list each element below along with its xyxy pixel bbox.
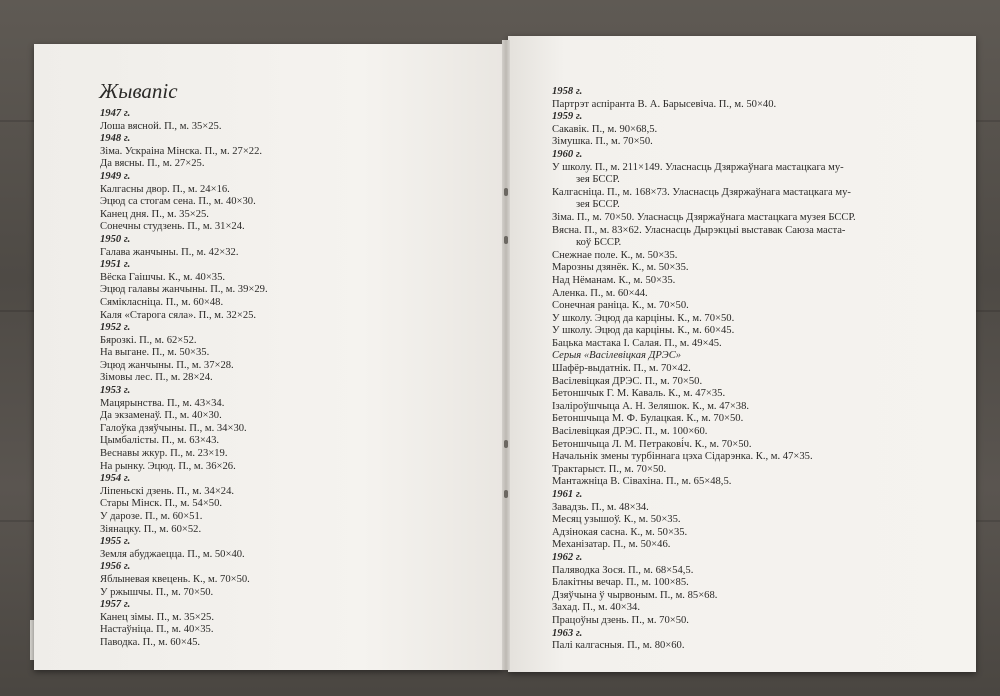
year-heading: 1949 г.: [100, 170, 131, 182]
catalog-entry: Канец зімы. П., м. 35×25.: [100, 611, 214, 623]
catalog-entry: Калгасніца. П., м. 168×73. Уласнасць Дзяржаўнага мастацкага му-: [552, 186, 851, 198]
year-heading: 1953 г.: [100, 385, 131, 397]
year-heading: 1959 г.: [552, 111, 583, 123]
catalog-entry: Трактарыст. П., м. 70×50.: [552, 463, 667, 475]
year-heading: 1952 г.: [100, 322, 131, 334]
catalog-entry: Палі калгасныя. П., м. 80×60.: [552, 640, 685, 652]
catalog-entry: Эцюд галавы жанчыны. П., м. 39×29.: [100, 284, 268, 296]
catalog-entry: Эцюд жанчыны. П., м. 37×28.: [100, 359, 234, 371]
left-page-text: [100, 108, 480, 650]
year-heading: 1963 г.: [552, 627, 583, 639]
catalog-entry: Мацярынства. П., м. 43×34.: [100, 397, 225, 409]
catalog-entry: Зіянацку. П., м. 60×52.: [100, 523, 202, 535]
series-heading: Серыя «Васілевіцкая ДРЭС»: [552, 350, 682, 362]
catalog-entry: На рынку. Эцюд. П., м. 36×26.: [100, 460, 236, 472]
catalog-entry: Сонечная раніца. К., м. 70×50.: [552, 300, 689, 312]
catalog-entry: Эцюд са стогам сена. П., м. 40×30.: [100, 196, 256, 208]
catalog-entry: У школу. Эцюд да карціны. К., м. 60×45.: [552, 325, 735, 337]
catalog-entry: Бетоншчыца М. Ф. Булацкая. К., м. 70×50.: [552, 413, 744, 425]
catalog-entry: Лоша вясной. П., м. 35×25.: [100, 120, 222, 132]
catalog-entry: Бетоншчык Г. М. Каваль. К., м. 47×35.: [552, 388, 726, 400]
year-heading: 1961 г.: [552, 489, 583, 500]
catalog-entry: Блакітны вечар. П., м. 100×85.: [552, 577, 689, 589]
catalog-entry: Да экзаменаў. П., м. 40×30.: [100, 410, 222, 422]
catalog-entry: Паляводка Зося. П., м. 68×54,5.: [552, 564, 694, 576]
catalog-entry: Сакавік. П., м. 90×68,5.: [552, 123, 658, 135]
year-heading: 1951 г.: [100, 259, 131, 271]
book-spine: [502, 40, 510, 670]
catalog-entry: Дзяўчына ў чырвоным. П., м. 85×68.: [552, 589, 718, 601]
catalog-entry: зея БССР.: [576, 199, 620, 211]
year-heading: 1954 г.: [100, 473, 131, 485]
binding-stitch: [504, 236, 508, 244]
catalog-entry: У дарозе. П., м. 60×51.: [100, 511, 203, 522]
year-heading: 1958 г.: [552, 86, 583, 97]
catalog-entry: коў БССР.: [576, 237, 622, 249]
catalog-entry: Васілевіцкая ДРЭС. П., м. 100×60.: [552, 426, 708, 438]
catalog-entry: Аленка. П., м. 60×44.: [552, 287, 648, 299]
catalog-entry: Механізатар. П., м. 50×46.: [552, 539, 671, 551]
catalog-entry: Адзінокая сасна. К., м. 50×35.: [552, 526, 688, 538]
catalog-entry: Ліпеньскі дзень. П., м. 34×24.: [100, 485, 235, 497]
catalog-entry: Зімушка. П., м. 70×50.: [552, 136, 653, 148]
catalog-entry: Завадзь. П., м. 48×34.: [552, 501, 649, 513]
binding-stitch: [504, 188, 508, 196]
section-heading: Жывапіс: [99, 79, 178, 103]
catalog-entry: Вясна. П., м. 83×62. Уласнасць Дырэкцыі выставак Саюза маста-: [552, 224, 846, 236]
catalog-entry: Над Нёманам. К., м. 50×35.: [552, 274, 676, 286]
catalog-entry: Ізаліроўшчыца А. Н. Зеляшок. К., м. 47×38.: [552, 400, 750, 412]
catalog-entry: Начальнік змены турбіннага цэха Сідарэнка. К., м. 47×35.: [552, 451, 813, 463]
catalog-entry: Працоўны дзень. П., м. 70×50.: [552, 614, 689, 626]
catalog-entry: Мантажніца В. Сівахіна. П., м. 65×48,5.: [552, 476, 732, 488]
catalog-entry: Бярозкі. П., м. 62×52.: [100, 334, 197, 346]
catalog-entry: Стары Мінск. П., м. 54×50.: [100, 498, 223, 510]
catalog-entry: Галава жанчыны. П., м. 42×32.: [100, 246, 239, 258]
catalog-entry: зея БССР.: [576, 174, 620, 186]
catalog-entry: Сонечны студзень. П., м. 31×24.: [100, 221, 245, 233]
catalog-entry: Зіма. П., м. 70×50. Уласнасць Дзяржаўнага мастацкага музея БССР.: [552, 211, 856, 223]
catalog-entry: У школу. Эцюд да карціны. К., м. 70×50.: [552, 312, 735, 324]
catalog-entry: Вёска Гаішчы. К., м. 40×35.: [100, 271, 226, 283]
year-heading: 1955 г.: [100, 536, 131, 548]
catalog-entry: Партрэт аспіранта В. А. Барысевіча. П., м. 50×40.: [552, 98, 777, 110]
catalog-entry: Марозны дзянёк. К., м. 50×35.: [552, 262, 689, 274]
right-page-text: [552, 86, 932, 653]
catalog-entry: Веснавы жкур. П., м. 23×19.: [100, 448, 228, 460]
catalog-entry: Бацька мастака І. Салая. П., м. 49×45.: [552, 337, 722, 349]
catalog-entry: Галоўка дзяўчыны. П., м. 34×30.: [100, 422, 247, 434]
catalog-entry: Васілевіцкая ДРЭС. П., м. 70×50.: [552, 375, 703, 387]
catalog-entry: Каля «Старога сяла». П., м. 32×25.: [100, 309, 257, 321]
catalog-entry: На выгане. П., м. 50×35.: [100, 347, 210, 359]
catalog-entry: Калгасны двор. П., м. 24×16.: [100, 183, 230, 195]
catalog-entry: Сямікласніца. П., м. 60×48.: [100, 296, 224, 308]
year-heading: 1956 г.: [100, 561, 131, 573]
year-heading: 1960 г.: [552, 148, 583, 160]
binding-stitch: [504, 440, 508, 448]
catalog-entry: Зімовы лес. П., м. 28×24.: [100, 372, 213, 384]
catalog-entry: Яблыневая квецень. К., м. 70×50.: [100, 573, 250, 585]
catalog-entry: Бетоншчыца Л. М. Петракові́ч. К., м. 70×50.: [552, 438, 752, 450]
catalog-entry: Снежнае поле. К., м. 50×35.: [552, 249, 678, 261]
catalog-entry: Земля абуджаецца. П., м. 50×40.: [100, 548, 245, 560]
catalog-entry: Зіма. Ускраіна Мінска. П., м. 27×22.: [100, 145, 263, 157]
catalog-entry: Цымбалісты. П., м. 63×43.: [100, 435, 220, 447]
catalog-entry: Шафёр-выдатнік. П., м. 70×42.: [552, 363, 691, 375]
year-heading: 1950 г.: [100, 233, 131, 245]
catalog-entry: Да вясны. П., м. 27×25.: [100, 158, 205, 170]
year-heading: 1948 г.: [100, 133, 131, 145]
catalog-entry: У ржышчы. П., м. 70×50.: [100, 586, 214, 598]
catalog-entry: У школу. П., м. 211×149. Уласнасць Дзяржаўнага мастацкага му-: [552, 161, 844, 173]
catalog-entry: Захад. П., м. 40×34.: [552, 602, 640, 614]
catalog-entry: Настаўніца. П., м. 40×35.: [100, 624, 214, 636]
year-heading: 1957 г.: [100, 599, 131, 611]
catalog-entry: Месяц узышоў. К., м. 50×35.: [552, 514, 681, 526]
catalog-entry: Канец дня. П., м. 35×25.: [100, 208, 209, 220]
binding-stitch: [504, 490, 508, 498]
catalog-entry: Паводка. П., м. 60×45.: [100, 636, 201, 648]
year-heading: 1947 г.: [100, 108, 131, 119]
year-heading: 1962 г.: [552, 551, 583, 563]
